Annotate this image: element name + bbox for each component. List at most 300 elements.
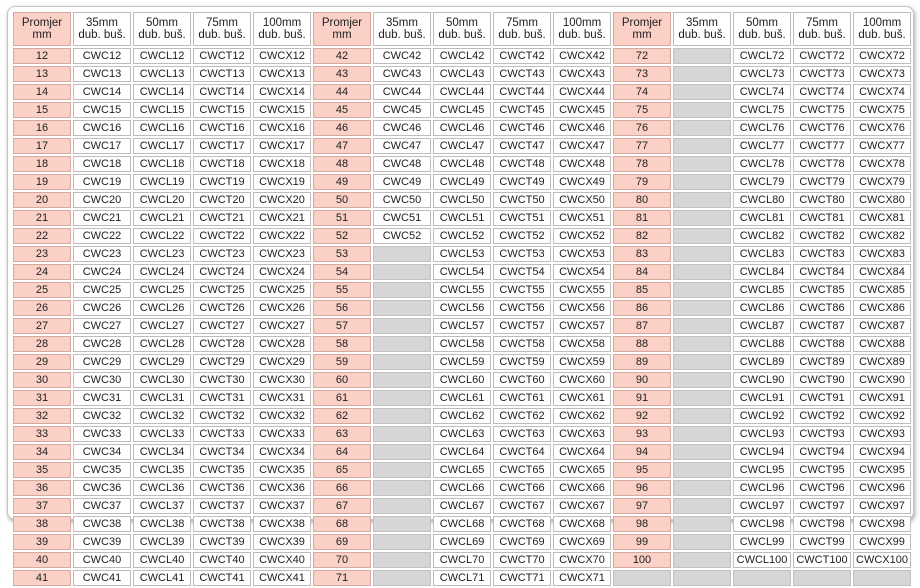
code-cell: CWCL78 — [733, 156, 791, 172]
diameter-cell: 35 — [13, 462, 71, 478]
code-cell: CWC35 — [73, 462, 131, 478]
code-cell: CWCX79 — [853, 174, 911, 190]
header-depth-1 — [133, 12, 191, 46]
table-row — [13, 552, 911, 568]
header-depth-sub: dub. buš. — [558, 29, 606, 41]
code-cell: CWCT87 — [793, 318, 851, 334]
code-cell: CWC15 — [73, 102, 131, 118]
table-row — [13, 210, 911, 226]
diameter-cell: 54 — [313, 264, 371, 280]
code-cell: CWCT47 — [493, 138, 551, 154]
code-cell: CWC43 — [373, 66, 431, 82]
code-cell: CWCX51 — [553, 210, 611, 226]
diameter-cell: 58 — [313, 336, 371, 352]
diameter-cell: 89 — [613, 354, 671, 370]
table-row — [13, 138, 911, 154]
code-cell: CWC16 — [73, 120, 131, 136]
diameter-cell: 28 — [13, 336, 71, 352]
code-cell: CWC38 — [73, 516, 131, 532]
diameter-cell: 97 — [613, 498, 671, 514]
table-row — [13, 174, 911, 190]
code-cell: CWCT84 — [793, 264, 851, 280]
code-cell: CWCT76 — [793, 120, 851, 136]
code-cell: CWCL31 — [133, 390, 191, 406]
table-row — [13, 534, 911, 550]
code-cell: CWCL19 — [133, 174, 191, 190]
diameter-cell: 80 — [613, 192, 671, 208]
empty-cell — [373, 444, 431, 460]
header-depth-3 — [253, 12, 311, 46]
diameter-cell: 61 — [313, 390, 371, 406]
code-cell: CWC31 — [73, 390, 131, 406]
code-cell: CWC34 — [73, 444, 131, 460]
code-cell: CWCX30 — [253, 372, 311, 388]
code-cell: CWCL42 — [433, 48, 491, 64]
code-cell: CWCL59 — [433, 354, 491, 370]
code-cell: CWC44 — [373, 84, 431, 100]
code-cell: CWC24 — [73, 264, 131, 280]
code-cell: CWCL18 — [133, 156, 191, 172]
empty-cell — [673, 498, 731, 514]
code-cell: CWCT85 — [793, 282, 851, 298]
header-depth-3 — [553, 12, 611, 46]
product-code-table — [11, 10, 913, 588]
code-cell: CWCX61 — [553, 390, 611, 406]
code-cell: CWCT45 — [493, 102, 551, 118]
code-cell: CWCX25 — [253, 282, 311, 298]
diameter-cell: 66 — [313, 480, 371, 496]
code-cell: CWCL75 — [733, 102, 791, 118]
code-cell: CWCT66 — [493, 480, 551, 496]
code-cell: CWCL51 — [433, 210, 491, 226]
code-cell: CWCL99 — [733, 534, 791, 550]
code-cell: CWCX98 — [853, 516, 911, 532]
code-cell: CWCL34 — [133, 444, 191, 460]
table-row — [13, 372, 911, 388]
code-cell: CWCT33 — [193, 426, 251, 442]
code-cell: CWCL70 — [433, 552, 491, 568]
code-cell: CWCT77 — [793, 138, 851, 154]
code-cell: CWCX78 — [853, 156, 911, 172]
diameter-cell: 79 — [613, 174, 671, 190]
code-cell: CWCL45 — [433, 102, 491, 118]
code-cell: CWCT88 — [793, 336, 851, 352]
code-cell: CWCT90 — [793, 372, 851, 388]
empty-cell — [673, 408, 731, 424]
code-cell: CWCT78 — [793, 156, 851, 172]
code-cell: CWCL33 — [133, 426, 191, 442]
code-cell: CWCX73 — [853, 66, 911, 82]
header-depth-sub: dub. buš. — [858, 29, 906, 41]
code-cell: CWCX89 — [853, 354, 911, 370]
header-diameter-title: Promjer — [321, 17, 363, 29]
code-cell: CWCX74 — [853, 84, 911, 100]
code-cell: CWCT58 — [493, 336, 551, 352]
diameter-cell: 52 — [313, 228, 371, 244]
code-cell: CWCT96 — [793, 480, 851, 496]
empty-cell — [373, 408, 431, 424]
code-cell: CWCL20 — [133, 192, 191, 208]
code-cell: CWC47 — [373, 138, 431, 154]
diameter-cell: 68 — [313, 516, 371, 532]
code-cell: CWCT44 — [493, 84, 551, 100]
code-cell: CWCT43 — [493, 66, 551, 82]
code-cell: CWCT25 — [193, 282, 251, 298]
code-cell: CWCX83 — [853, 246, 911, 262]
code-cell: CWCL95 — [733, 462, 791, 478]
code-cell: CWCT51 — [493, 210, 551, 226]
code-cell: CWCX93 — [853, 426, 911, 442]
code-cell: CWCX63 — [553, 426, 611, 442]
code-cell: CWC33 — [73, 426, 131, 442]
code-cell: CWCL56 — [433, 300, 491, 316]
code-cell: CWCT12 — [193, 48, 251, 64]
code-cell: CWCL15 — [133, 102, 191, 118]
code-cell: CWCL13 — [133, 66, 191, 82]
code-cell: CWCT86 — [793, 300, 851, 316]
code-cell: CWCL89 — [733, 354, 791, 370]
diameter-cell: 67 — [313, 498, 371, 514]
diameter-cell: 91 — [613, 390, 671, 406]
table-header — [13, 12, 911, 46]
code-cell: CWCX36 — [253, 480, 311, 496]
diameter-cell: 86 — [613, 300, 671, 316]
empty-cell — [373, 282, 431, 298]
code-cell: CWCT71 — [493, 570, 551, 586]
empty-cell — [673, 480, 731, 496]
code-cell: CWCL81 — [733, 210, 791, 226]
diameter-cell: 96 — [613, 480, 671, 496]
code-cell: CWC37 — [73, 498, 131, 514]
diameter-cell: 94 — [613, 444, 671, 460]
code-cell: CWCL96 — [733, 480, 791, 496]
header-depth-size: 35mm — [86, 17, 118, 29]
empty-cell — [373, 426, 431, 442]
empty-cell — [673, 390, 731, 406]
code-cell: CWCX49 — [553, 174, 611, 190]
empty-cell — [673, 552, 731, 568]
code-cell: CWCT100 — [793, 552, 851, 568]
header-diameter — [313, 12, 371, 46]
code-cell: CWCX92 — [853, 408, 911, 424]
empty-cell — [673, 444, 731, 460]
code-cell: CWC25 — [73, 282, 131, 298]
code-cell: CWCX62 — [553, 408, 611, 424]
table-row — [13, 120, 911, 136]
code-cell: CWCL57 — [433, 318, 491, 334]
code-cell: CWC20 — [73, 192, 131, 208]
diameter-cell: 45 — [313, 102, 371, 118]
code-cell: CWCL27 — [133, 318, 191, 334]
code-cell: CWCL22 — [133, 228, 191, 244]
code-cell: CWCX18 — [253, 156, 311, 172]
code-cell: CWCX97 — [853, 498, 911, 514]
diameter-cell: 99 — [613, 534, 671, 550]
diameter-cell: 21 — [13, 210, 71, 226]
diameter-cell: 73 — [613, 66, 671, 82]
code-cell: CWC46 — [373, 120, 431, 136]
code-cell: CWCX26 — [253, 300, 311, 316]
code-cell: CWCL58 — [433, 336, 491, 352]
diameter-cell: 13 — [13, 66, 71, 82]
code-cell: CWCL88 — [733, 336, 791, 352]
code-cell: CWCX87 — [853, 318, 911, 334]
header-diameter-unit: mm — [332, 29, 352, 41]
code-cell: CWCX27 — [253, 318, 311, 334]
table-row — [13, 318, 911, 334]
code-cell: CWCL91 — [733, 390, 791, 406]
header-depth-2 — [793, 12, 851, 46]
code-cell: CWCX40 — [253, 552, 311, 568]
code-cell: CWCL73 — [733, 66, 791, 82]
code-cell: CWCT61 — [493, 390, 551, 406]
code-cell: CWCL63 — [433, 426, 491, 442]
header-diameter — [613, 12, 671, 46]
diameter-cell: 76 — [613, 120, 671, 136]
empty-cell — [673, 138, 731, 154]
table-row — [13, 390, 911, 406]
empty-cell — [793, 570, 851, 586]
code-cell: CWCX33 — [253, 426, 311, 442]
code-cell: CWC51 — [373, 210, 431, 226]
code-cell: CWC23 — [73, 246, 131, 262]
empty-cell — [673, 516, 731, 532]
code-cell: CWCL80 — [733, 192, 791, 208]
diameter-cell: 44 — [313, 84, 371, 100]
code-cell: CWCL24 — [133, 264, 191, 280]
code-cell: CWCL49 — [433, 174, 491, 190]
code-cell: CWC32 — [73, 408, 131, 424]
diameter-cell: 88 — [613, 336, 671, 352]
header-depth-sub: dub. buš. — [678, 29, 726, 41]
empty-cell — [673, 246, 731, 262]
code-cell: CWCX57 — [553, 318, 611, 334]
header-depth-size: 35mm — [386, 17, 418, 29]
diameter-cell: 60 — [313, 372, 371, 388]
code-cell: CWCX56 — [553, 300, 611, 316]
code-cell: CWCX75 — [853, 102, 911, 118]
code-cell: CWCX67 — [553, 498, 611, 514]
empty-cell — [673, 228, 731, 244]
code-cell: CWC21 — [73, 210, 131, 226]
code-cell: CWCT59 — [493, 354, 551, 370]
code-cell: CWCX64 — [553, 444, 611, 460]
code-cell: CWCT42 — [493, 48, 551, 64]
diameter-cell: 69 — [313, 534, 371, 550]
code-cell: CWCX80 — [853, 192, 911, 208]
diameter-cell: 26 — [13, 300, 71, 316]
code-cell: CWCX90 — [853, 372, 911, 388]
code-cell: CWCL16 — [133, 120, 191, 136]
code-cell: CWCX29 — [253, 354, 311, 370]
code-cell: CWC26 — [73, 300, 131, 316]
header-depth-size: 50mm — [746, 17, 778, 29]
code-cell: CWCX43 — [553, 66, 611, 82]
code-cell: CWCX96 — [853, 480, 911, 496]
code-cell: CWCT30 — [193, 372, 251, 388]
code-cell: CWCX65 — [553, 462, 611, 478]
code-cell: CWCT21 — [193, 210, 251, 226]
diameter-cell: 63 — [313, 426, 371, 442]
empty-cell — [373, 318, 431, 334]
empty-cell — [373, 534, 431, 550]
empty-cell — [673, 120, 731, 136]
code-cell: CWCT28 — [193, 336, 251, 352]
table-row — [13, 66, 911, 82]
empty-cell — [673, 66, 731, 82]
empty-cell — [673, 282, 731, 298]
code-cell: CWCL68 — [433, 516, 491, 532]
code-cell: CWCT49 — [493, 174, 551, 190]
code-cell: CWCT70 — [493, 552, 551, 568]
code-cell: CWCT67 — [493, 498, 551, 514]
code-cell: CWCT40 — [193, 552, 251, 568]
code-cell: CWCL14 — [133, 84, 191, 100]
code-cell: CWCX37 — [253, 498, 311, 514]
code-cell: CWCT23 — [193, 246, 251, 262]
code-cell: CWCL28 — [133, 336, 191, 352]
table-row — [13, 408, 911, 424]
code-cell: CWCX71 — [553, 570, 611, 586]
code-cell: CWCX31 — [253, 390, 311, 406]
code-cell: CWCT50 — [493, 192, 551, 208]
table-body — [13, 48, 911, 586]
header-depth-0 — [673, 12, 731, 46]
diameter-cell: 49 — [313, 174, 371, 190]
table-row — [13, 282, 911, 298]
diameter-cell: 100 — [613, 552, 671, 568]
header-diameter-unit: mm — [32, 29, 52, 41]
empty-cell — [373, 354, 431, 370]
diameter-cell: 46 — [313, 120, 371, 136]
code-cell: CWCX53 — [553, 246, 611, 262]
code-cell: CWCL37 — [133, 498, 191, 514]
empty-cell — [373, 264, 431, 280]
empty-cell — [673, 300, 731, 316]
code-cell: CWCX70 — [553, 552, 611, 568]
code-cell: CWCL17 — [133, 138, 191, 154]
header-depth-size: 75mm — [506, 17, 538, 29]
empty-cell — [673, 102, 731, 118]
diameter-cell: 37 — [13, 498, 71, 514]
code-cell: CWCT73 — [793, 66, 851, 82]
code-cell: CWCL53 — [433, 246, 491, 262]
diameter-cell: 22 — [13, 228, 71, 244]
code-cell: CWCT72 — [793, 48, 851, 64]
code-cell: CWC52 — [373, 228, 431, 244]
empty-cell — [673, 336, 731, 352]
code-cell: CWC41 — [73, 570, 131, 586]
diameter-cell: 65 — [313, 462, 371, 478]
code-cell: CWCX84 — [853, 264, 911, 280]
code-cell: CWCT13 — [193, 66, 251, 82]
table-row — [13, 156, 911, 172]
code-cell: CWC14 — [73, 84, 131, 100]
code-cell: CWCT92 — [793, 408, 851, 424]
empty-cell — [673, 264, 731, 280]
code-cell: CWCT95 — [793, 462, 851, 478]
code-cell: CWCL30 — [133, 372, 191, 388]
code-cell: CWC12 — [73, 48, 131, 64]
code-cell: CWCL93 — [733, 426, 791, 442]
diameter-cell: 17 — [13, 138, 71, 154]
code-cell: CWCL71 — [433, 570, 491, 586]
code-cell: CWCX69 — [553, 534, 611, 550]
code-cell: CWCL94 — [733, 444, 791, 460]
code-cell: CWC45 — [373, 102, 431, 118]
code-cell: CWCL48 — [433, 156, 491, 172]
code-cell: CWCT41 — [193, 570, 251, 586]
code-cell: CWCX17 — [253, 138, 311, 154]
code-cell: CWCL67 — [433, 498, 491, 514]
header-depth-1 — [733, 12, 791, 46]
code-cell: CWCT62 — [493, 408, 551, 424]
code-cell: CWCT91 — [793, 390, 851, 406]
code-cell: CWCL77 — [733, 138, 791, 154]
code-cell: CWCT63 — [493, 426, 551, 442]
code-cell: CWCX85 — [853, 282, 911, 298]
code-cell: CWCT37 — [193, 498, 251, 514]
code-cell: CWCX14 — [253, 84, 311, 100]
code-cell: CWCT93 — [793, 426, 851, 442]
code-cell: CWCX54 — [553, 264, 611, 280]
code-cell: CWCX24 — [253, 264, 311, 280]
code-cell: CWCX55 — [553, 282, 611, 298]
code-cell: CWCL46 — [433, 120, 491, 136]
diameter-cell: 50 — [313, 192, 371, 208]
code-cell: CWCT75 — [793, 102, 851, 118]
header-diameter-title: Promjer — [621, 17, 663, 29]
diameter-cell: 90 — [613, 372, 671, 388]
code-cell: CWCL90 — [733, 372, 791, 388]
header-diameter-title: Promjer — [21, 17, 63, 29]
empty-cell — [673, 354, 731, 370]
header-depth-sub: dub. buš. — [498, 29, 546, 41]
header-depth-0 — [373, 12, 431, 46]
code-cell: CWCX99 — [853, 534, 911, 550]
empty-cell — [673, 84, 731, 100]
code-cell: CWCL26 — [133, 300, 191, 316]
table-row — [13, 102, 911, 118]
code-cell: CWCX52 — [553, 228, 611, 244]
code-cell: CWCT18 — [193, 156, 251, 172]
empty-cell — [373, 498, 431, 514]
header-depth-1 — [433, 12, 491, 46]
empty-cell — [673, 156, 731, 172]
diameter-cell: 38 — [13, 516, 71, 532]
header-diameter — [13, 12, 71, 46]
code-cell: CWC19 — [73, 174, 131, 190]
diameter-cell: 36 — [13, 480, 71, 496]
code-cell: CWCX95 — [853, 462, 911, 478]
empty-cell — [673, 534, 731, 550]
diameter-cell: 64 — [313, 444, 371, 460]
code-cell: CWCT26 — [193, 300, 251, 316]
code-cell: CWC22 — [73, 228, 131, 244]
table-row — [13, 228, 911, 244]
code-cell: CWCX38 — [253, 516, 311, 532]
code-cell: CWCL92 — [733, 408, 791, 424]
empty-cell — [673, 372, 731, 388]
diameter-cell: 59 — [313, 354, 371, 370]
code-cell: CWC17 — [73, 138, 131, 154]
table-row — [13, 264, 911, 280]
code-cell: CWCL12 — [133, 48, 191, 64]
empty-cell — [673, 318, 731, 334]
table-row — [13, 480, 911, 496]
code-cell: CWCL61 — [433, 390, 491, 406]
diameter-cell: 16 — [13, 120, 71, 136]
